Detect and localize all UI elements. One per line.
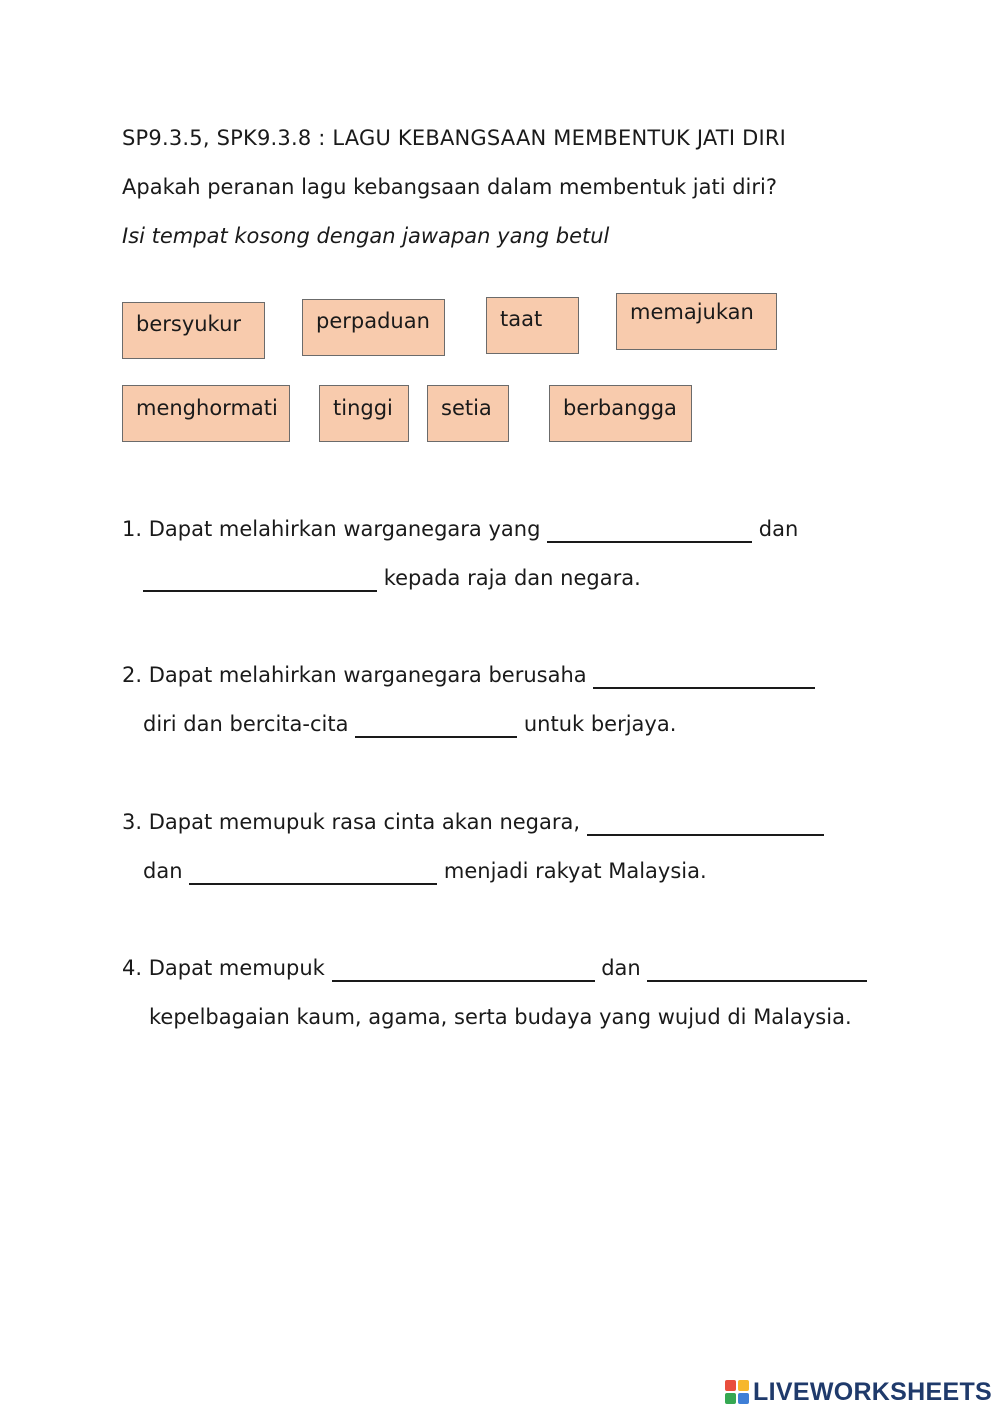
item-2-blank-1[interactable] bbox=[593, 665, 815, 689]
item-4-blank-1[interactable] bbox=[332, 958, 595, 982]
word-chip-tinggi[interactable]: tinggi bbox=[319, 385, 409, 442]
item-2-text-a: 2. Dapat melahirkan warganegara berusaha bbox=[122, 663, 587, 687]
liveworksheets-logo-icon bbox=[725, 1380, 749, 1404]
word-chip-setia[interactable]: setia bbox=[427, 385, 509, 442]
item-3-text-b: dan bbox=[143, 859, 183, 883]
item-2-line-1 bbox=[122, 661, 815, 689]
item-2-text-c: untuk berjaya. bbox=[523, 712, 677, 736]
word-chip-bersyukur[interactable]: bersyukur bbox=[122, 302, 265, 359]
page-title: SP9.3.5, SPK9.3.8 : LAGU KEBANGSAAN MEMBENTUK JATI DIRI bbox=[122, 126, 787, 150]
item-4-text-a: 4. Dapat memupuk bbox=[122, 956, 325, 980]
word-chip-taat[interactable]: taat bbox=[486, 297, 579, 354]
item-1-line-2 bbox=[143, 564, 641, 592]
item-1-blank-2[interactable] bbox=[143, 568, 377, 592]
item-1-text-c: kepada raja dan negara. bbox=[383, 566, 641, 590]
item-3-blank-2[interactable] bbox=[189, 861, 437, 885]
item-2-line-2 bbox=[143, 710, 676, 738]
item-4-line-2 bbox=[149, 1003, 852, 1031]
item-4-blank-2[interactable] bbox=[647, 958, 867, 982]
item-4-line-1 bbox=[122, 954, 867, 982]
word-chip-berbangga[interactable]: berbangga bbox=[549, 385, 692, 442]
item-1-text-b: dan bbox=[758, 517, 799, 541]
word-chip-perpaduan[interactable]: perpaduan bbox=[302, 299, 445, 356]
item-3-text-c: menjadi rakyat Malaysia. bbox=[443, 859, 707, 883]
liveworksheets-logo bbox=[725, 1377, 992, 1407]
logo-square bbox=[725, 1393, 736, 1404]
item-3-line-2 bbox=[143, 857, 707, 885]
word-chip-memajukan[interactable]: memajukan bbox=[616, 293, 777, 350]
item-3-text-a: 3. Dapat memupuk rasa cinta akan negara, bbox=[122, 810, 581, 834]
instruction-text: Isi tempat kosong dengan jawapan yang betul bbox=[122, 224, 610, 248]
logo-square bbox=[725, 1380, 736, 1391]
question-text: Apakah peranan lagu kebangsaan dalam membentuk jati diri? bbox=[122, 175, 778, 199]
item-3-line-1 bbox=[122, 808, 824, 836]
item-3-blank-1[interactable] bbox=[587, 812, 824, 836]
liveworksheets-brand-text: LIVEWORKSHEETS bbox=[753, 1377, 992, 1406]
word-chip-menghormati[interactable]: menghormati bbox=[122, 385, 290, 442]
item-1-text-a: 1. Dapat melahirkan warganegara yang bbox=[122, 517, 541, 541]
item-4-text-b: dan bbox=[601, 956, 641, 980]
item-2-blank-2[interactable] bbox=[355, 714, 517, 738]
item-1-blank-1[interactable] bbox=[547, 519, 752, 543]
item-4-text-c: kepelbagaian kaum, agama, serta budaya yang wujud di Malaysia. bbox=[149, 1005, 852, 1029]
item-1-line-1 bbox=[122, 515, 798, 543]
logo-square bbox=[738, 1380, 749, 1391]
logo-square bbox=[738, 1393, 749, 1404]
item-2-text-b: diri dan bercita-cita bbox=[143, 712, 349, 736]
